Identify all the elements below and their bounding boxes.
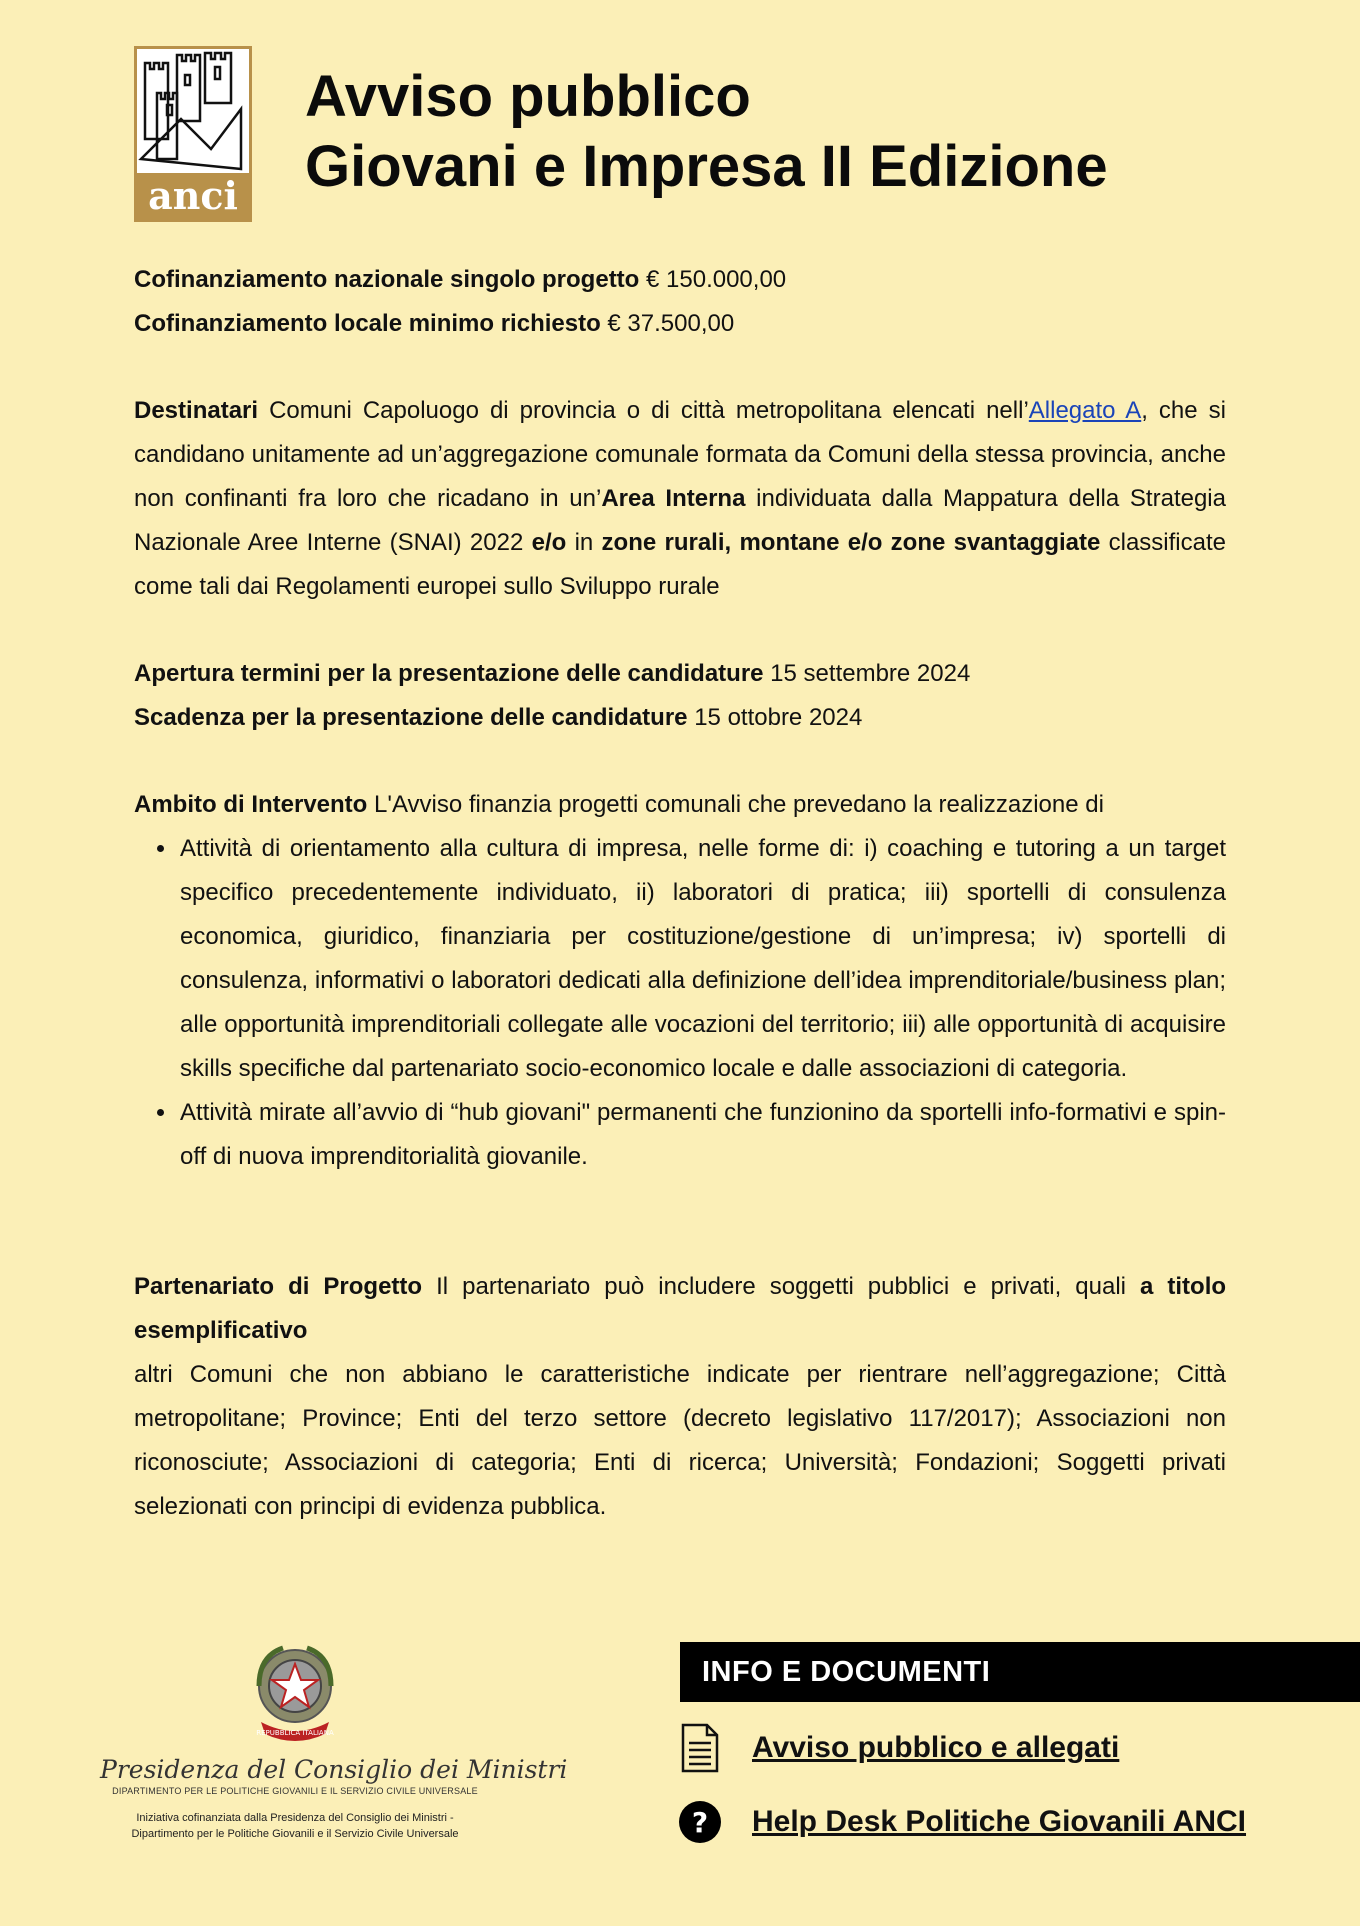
destinatari-text-3: individuata dalla Mappatura della Strategia Nazionale Aree Interne (SNAI) 2022 [134,485,1226,556]
partenariato-bold: a titolo esemplificativo [134,1273,1227,1344]
destinatari-paragraph [134,389,1226,609]
destinatari-label: Destinatari [134,397,259,424]
deadline-date-value: 15 ottobre 2024 [687,704,863,731]
partenariato-label: Partenariato di Progetto [134,1273,423,1300]
opening-date [134,652,1226,696]
funding-section [134,258,1226,346]
helpdesk-link[interactable]: Help Desk Politiche Giovanili ANCI [752,1805,1247,1838]
cofunding-note-line-1: Iniziativa cofinanziata dalla Presidenza del Consiglio dei Ministri - [136,1812,454,1824]
allegato-a-link[interactable]: Allegato A [1028,397,1142,424]
ambito-label: Ambito di Intervento [134,791,368,818]
destinatari-text-1: Comuni Capoluogo di provincia o di città metropolitana elencati nell’ [258,397,1029,424]
title-line-2: Giovani e Impresa II Edizione [305,134,1108,199]
dates-section [134,652,1226,740]
anci-logo [134,46,252,222]
list-item: • Attività di orientamento alla cultura di impresa, nelle forme di: i) coaching e tutoring a un target specifico precedentemente individuato, ii) laboratori di pratica; iii) sportelli di consulenza economica, giuridico, finanziaria per costituzione/gestione di un’impresa; iv) sportelli di consulenza, informativi o laboratori dedicati alla definizione dell’idea imprenditoriale/business plan; alle opportunità imprenditoriali collegate alle vocazioni del territorio; iii) alle opportunità di acquisire skills specifiche dal partenariato socio-economico locale e dalle associazioni di categoria. [178,827,1226,1091]
zone-rurali-bold: zone rurali, montane e/o zone svantaggiate [601,529,1101,556]
destinatari-section [134,389,1226,609]
document-icon [678,1722,722,1774]
pcm-block [100,1640,568,1842]
ambito-intro [134,783,1226,827]
partenariato-intro [134,1265,1226,1353]
page-title [305,62,1108,202]
deadline-date-label: Scadenza per la presentazione delle candidature [134,704,688,731]
castle-icon [137,49,249,219]
partenariato-intro-text: Il partenariato può includere soggetti pubblici e privati, quali [422,1273,1141,1300]
info-documents-heading: INFO E DOCUMENTI [680,1642,1360,1702]
local-funding-label: Cofinanziamento locale minimo richiesto [134,310,601,337]
title-line-1: Avviso pubblico [305,64,751,129]
avviso-link[interactable]: Avviso pubblico e allegati [752,1731,1120,1764]
national-funding [134,258,1226,302]
cofunding-note-line-2: Dipartimento per le Politiche Giovanili e il Servizio Civile Universale [131,1828,459,1840]
avviso-link-row[interactable] [678,1722,1119,1774]
seal-text: REPUBBLICA ITALIANA [256,1729,334,1737]
national-funding-value: € 150.000,00 [639,266,787,293]
anci-logo-text: anci [148,173,238,218]
question-icon [678,1796,722,1848]
pcm-department: DIPARTIMENTO PER LE POLITICHE GIOVANILI E IL SERVIZIO CIVILE UNIVERSALE [112,1786,478,1796]
partenariato-section [134,1265,1226,1529]
national-funding-label: Cofinanziamento nazionale singolo progetto [134,266,640,293]
partenariato-text: altri Comuni che non abbiano le caratteristiche indicate per rientrare nell’aggregazione; Città metropolitane; Province; Enti del terzo settore (decreto legislativo 117/2017); Associazioni non riconosciute; Associazioni di categoria; Enti di ricerca; Università; Fondazioni; Soggetti privati selezionati con principi di evidenza pubblica. [134,1361,1226,1520]
area-interna-bold: Area Interna [601,485,746,512]
svg-text:?: ? [691,1806,709,1839]
opening-date-value: 15 settembre 2024 [763,660,971,687]
cofunding-note [100,1810,490,1842]
list-item: • Attività mirate all’avvio di “hub giovani" permanenti che funzionino da sportelli info-formativi e spin-off di nuova imprenditorialità giovanile. [178,1091,1226,1179]
destinatari-text-2: , che si candidano unitamente ad un’aggregazione comunale formata da Comuni della stessa provincia, anche non confinanti fra loro che ricadano in un’ [134,397,1226,512]
local-funding [134,302,1226,346]
ambito-list [134,827,1226,1179]
ambito-intro-text: L'Avviso finanzia progetti comunali che prevedano la realizzazione di [367,791,1104,818]
italian-emblem-icon [245,1640,345,1746]
local-funding-value: € 37.500,00 [600,310,735,337]
destinatari-text-4: in [566,529,602,556]
helpdesk-link-row[interactable] [678,1796,1246,1848]
eo-bold: e/o [531,529,567,556]
ambito-section [134,783,1226,1179]
destinatari-text-5: classificate come tali dai Regolamenti europei sullo Sviluppo rurale [134,529,1226,600]
deadline-date [134,696,1226,740]
opening-date-label: Apertura termini per la presentazione delle candidature [134,660,764,687]
pcm-name: Presidenza del Consiglio dei Ministri [100,1755,568,1784]
